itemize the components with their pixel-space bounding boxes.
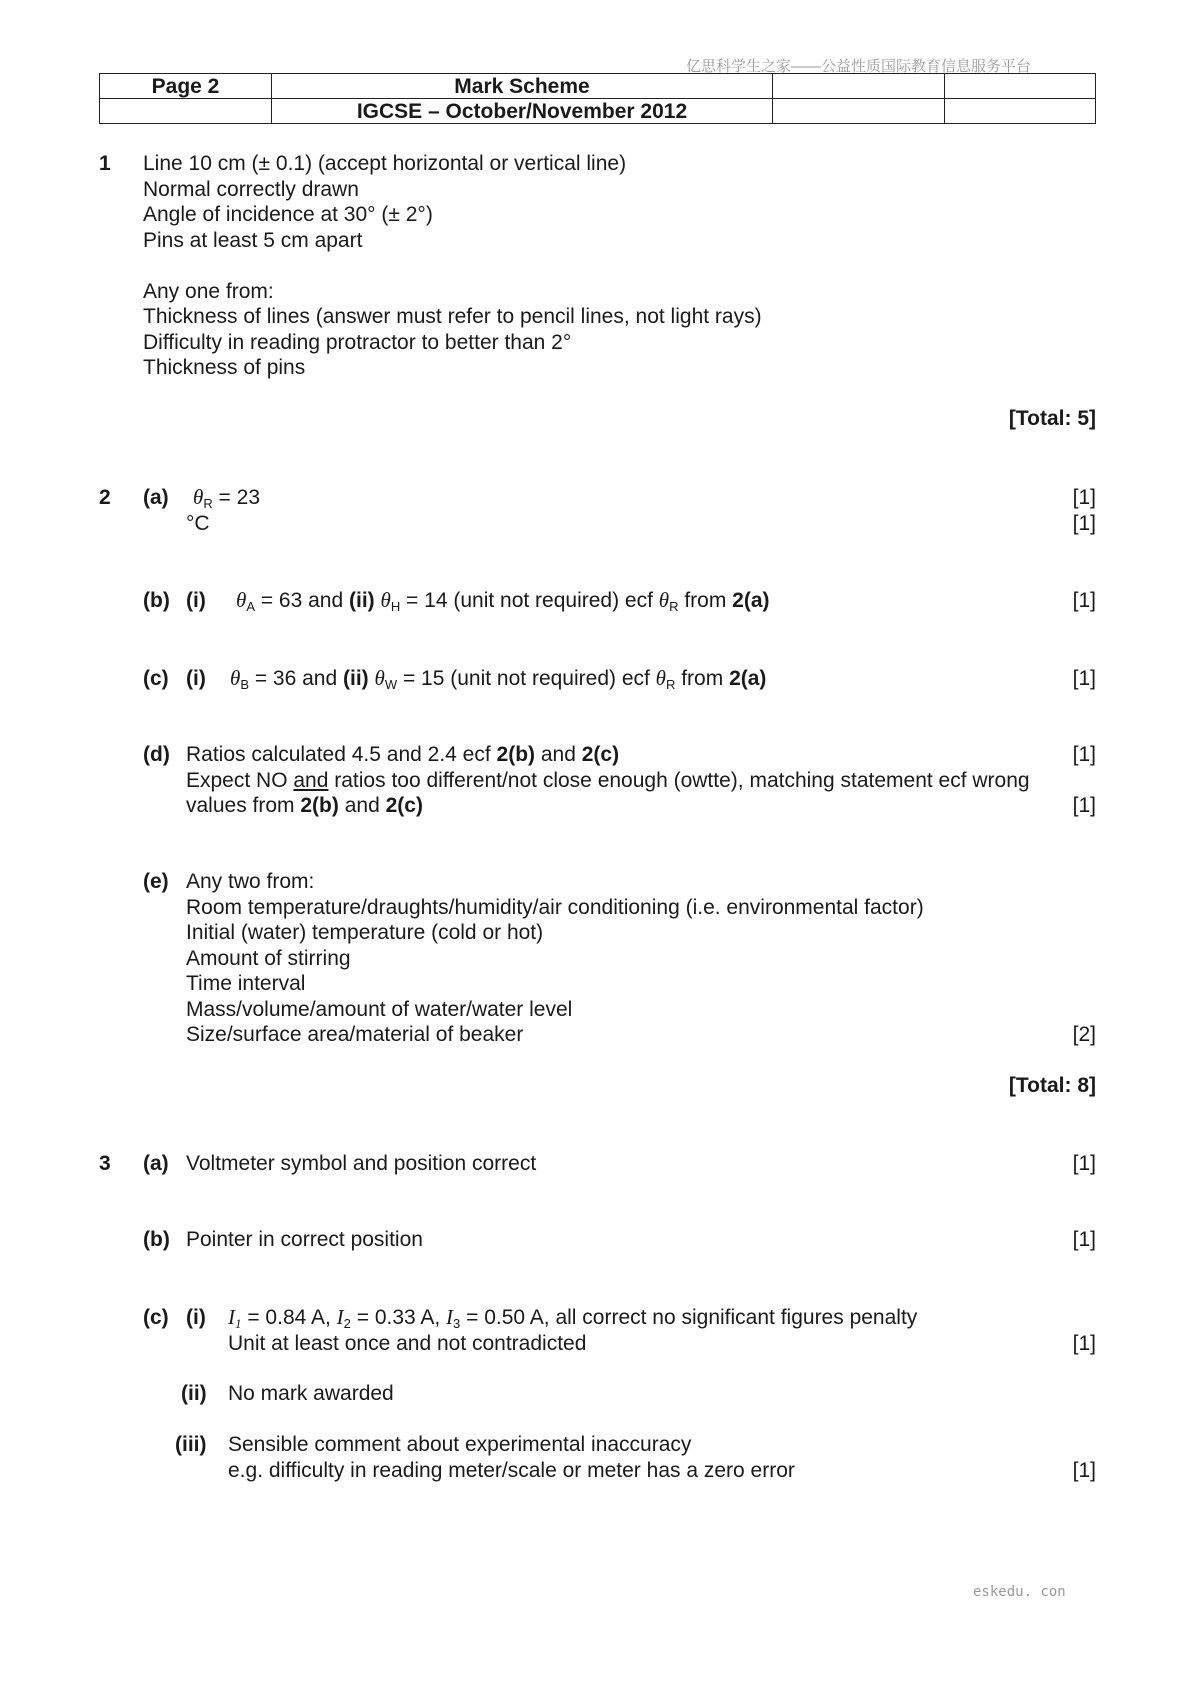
subscript: H [390, 599, 401, 614]
subscript: B [240, 677, 249, 692]
q2c-from: from [675, 667, 730, 690]
q2d-and: and [535, 743, 582, 766]
subscript: W [384, 677, 398, 692]
q2c-value-b: = 36 and [249, 667, 343, 690]
q3a-mark: [1] [1072, 1152, 1096, 1175]
q2e-label: (e) [143, 870, 169, 893]
q2d-mark-2: [1] [1072, 794, 1096, 817]
q3c-iii-line-1: Sensible comment about experimental inaccuracy [228, 1433, 692, 1456]
q2d-line-2 [186, 768, 1030, 794]
theta-symbol: θ [380, 588, 391, 612]
watermark-bottom: eskedu. con [973, 1584, 1066, 1600]
q2a-mark-1: [1] [1072, 486, 1096, 509]
q2d-text: ratios too different/not close enough (owtte), matching statement ecf wrong [328, 768, 1030, 792]
q2e-item-4: Time interval [186, 972, 306, 995]
subscript: R [203, 496, 213, 511]
q2d-mark-1: [1] [1072, 743, 1096, 766]
subscript: 1 [235, 1316, 242, 1331]
q1-total: [Total: 5] [1008, 407, 1096, 430]
header-empty-3 [773, 99, 945, 124]
q2c-sub-i: (i) [186, 667, 206, 690]
q2b-value-h: = 14 (unit not required) ecf [400, 589, 659, 612]
q3c-sub-iii: (iii) [175, 1433, 207, 1456]
q2a-unit: °C [186, 511, 210, 535]
q2-total: [Total: 8] [1008, 1074, 1096, 1097]
q2e-item-6: Size/surface area/material of beaker [186, 1023, 524, 1046]
q1-option-2: Difficulty in reading protractor to better than 2° [143, 330, 572, 354]
q3c-i-line-2: Unit at least once and not contradicted [228, 1331, 587, 1355]
q2c-mark: [1] [1072, 667, 1096, 690]
q3b-text: Pointer in correct position [186, 1228, 423, 1251]
q1-any-one: Any one from: [143, 279, 274, 303]
theta-symbol: θ [236, 588, 247, 612]
header-title: Mark Scheme [272, 74, 773, 99]
q3c-i-value-3: = 0.50 A, all correct no significant figures penalty [460, 1306, 918, 1329]
q2e-item-3: Amount of stirring [186, 946, 351, 970]
q2b-mark: [1] [1072, 589, 1096, 612]
q1-number: 1 [99, 152, 111, 175]
q2b-answer [236, 588, 770, 620]
q1-option-3: Thickness of pins [143, 356, 306, 379]
q2d-ref-b: 2(b) [496, 743, 536, 766]
q2d-text: values from [186, 794, 301, 817]
subscript: 2 [343, 1316, 351, 1331]
q2d-underlined-and: and [293, 768, 329, 792]
q1-line-2: Normal correctly drawn [143, 177, 359, 201]
q2d-label: (d) [143, 743, 170, 766]
header-empty-4 [945, 99, 1096, 124]
q2a-value: = 23 [212, 486, 261, 509]
q2c-answer [230, 666, 766, 698]
header-empty-1 [773, 74, 945, 99]
q3c-label: (c) [143, 1306, 169, 1329]
q2b-sub-ii: (ii) [349, 589, 375, 612]
q2a-label: (a) [143, 486, 169, 509]
q1-line-1: Line 10 cm (± 0.1) (accept horizontal or vertical line) [143, 152, 627, 175]
q2a-mark-2: [1] [1072, 511, 1096, 535]
q2b-ref: 2(a) [732, 589, 770, 612]
q2d-ref-c: 2(c) [385, 794, 423, 817]
q3c-i-value-2: = 0.33 A, [350, 1306, 447, 1329]
q1-line-4: Pins at least 5 cm apart [143, 228, 363, 252]
q2b-from: from [678, 589, 733, 612]
q2d-line-3 [186, 793, 423, 819]
q2d-ref-c: 2(c) [581, 743, 620, 766]
q3c-sub-ii: (ii) [181, 1382, 207, 1405]
current-symbol: I [228, 1305, 235, 1329]
q3c-iii-mark: [1] [1072, 1458, 1096, 1482]
theta-symbol: θ [230, 666, 241, 690]
q3a-text: Voltmeter symbol and position correct [186, 1152, 537, 1175]
q3b-label: (b) [143, 1228, 170, 1251]
q2d-text: Ratios calculated 4.5 and 2.4 ecf [186, 743, 497, 766]
theta-symbol: θ [658, 588, 670, 612]
theta-symbol: θ [193, 485, 204, 509]
q2d-and: and [338, 794, 386, 817]
q2e-item-5: Mass/volume/amount of water/water level [186, 997, 573, 1021]
q3a-label: (a) [143, 1152, 169, 1175]
q2d-text: Expect NO [186, 768, 294, 792]
subscript: R [669, 599, 679, 614]
current-symbol: I [336, 1305, 344, 1329]
q3-number: 3 [99, 1152, 111, 1175]
subscript: R [666, 677, 676, 692]
subscript: A [246, 599, 255, 614]
header-exam: IGCSE – October/November 2012 [272, 99, 773, 124]
header-blank [100, 99, 272, 124]
q3c-ii-text: No mark awarded [228, 1382, 394, 1405]
q3c-i-value-1: = 0.84 A, [241, 1306, 337, 1329]
q2b-value-a: = 63 and [255, 589, 349, 612]
header-table [99, 73, 1096, 124]
q2d-ref-b: 2(b) [300, 794, 339, 817]
q1-option-1: Thickness of lines (answer must refer to pencil lines, not light rays) [143, 305, 762, 328]
q2e-intro: Any two from: [186, 870, 315, 893]
header-page: Page 2 [100, 74, 272, 99]
q3b-mark: [1] [1072, 1228, 1096, 1251]
q2c-label: (c) [143, 667, 169, 690]
q2-number: 2 [99, 486, 111, 509]
theta-symbol: θ [655, 666, 666, 690]
theta-symbol: θ [374, 666, 385, 690]
q3c-i-mark: [1] [1072, 1331, 1096, 1355]
q2d-line-1 [186, 742, 619, 768]
q2b-sub-i: (i) [186, 589, 206, 612]
q2c-value-w: = 15 (unit not required) ecf [397, 667, 656, 690]
q1-line-3: Angle of incidence at 30° (± 2°) [143, 203, 433, 226]
q2e-mark: [2] [1072, 1023, 1096, 1046]
q3c-sub-i: (i) [186, 1306, 206, 1329]
subscript: 3 [453, 1316, 461, 1331]
q2c-sub-ii: (ii) [343, 667, 369, 690]
q3c-iii-line-2: e.g. difficulty in reading meter/scale or meter has a zero error [228, 1458, 795, 1482]
q2b-label: (b) [143, 589, 170, 612]
watermark-top: 亿思科学生之家——公益性质国际教育信息服务平台 [686, 58, 1032, 75]
q2e-item-1: Room temperature/draughts/humidity/air conditioning (i.e. environmental factor) [186, 895, 924, 919]
current-symbol: I [446, 1305, 454, 1329]
q2c-ref: 2(a) [729, 667, 767, 690]
header-empty-2 [945, 74, 1096, 99]
q2e-item-2: Initial (water) temperature (cold or hot) [186, 921, 544, 944]
